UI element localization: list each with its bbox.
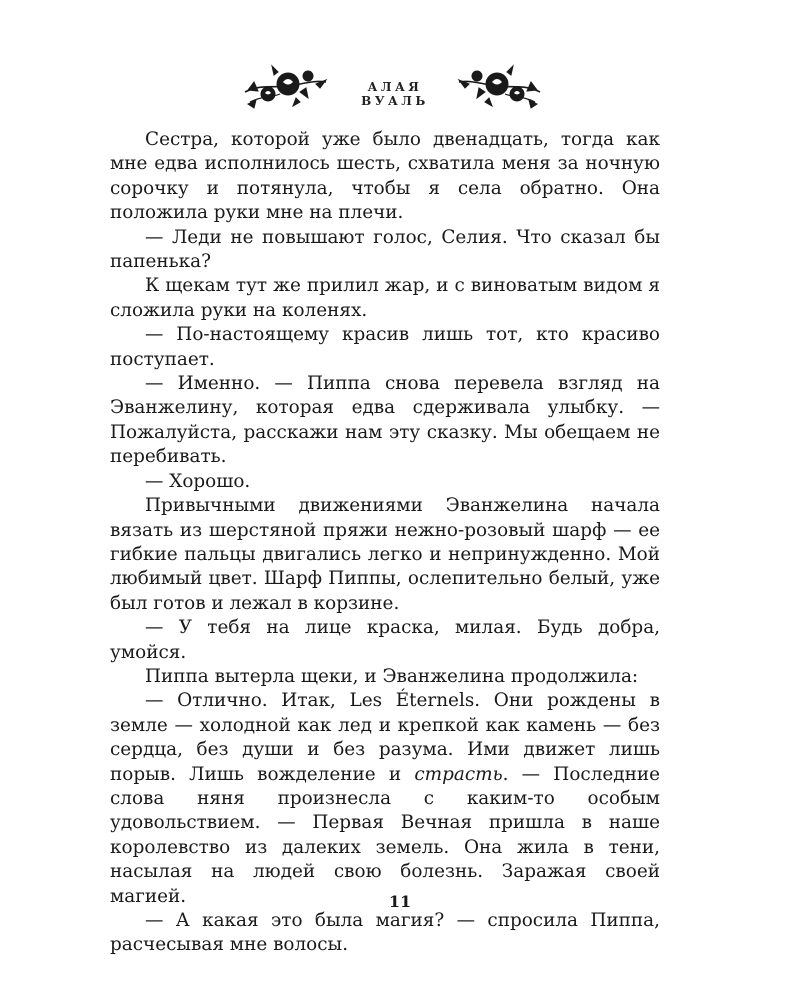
paragraph-text: . — Последние слова няня произнесла с каким-то особым удовольствием. — Первая Вечная пришла в наше королевство из далеких земель. Она жила в тени, насылая на людей свою болезнь. Заражая своей магией. [110, 763, 660, 907]
paragraph: — Хорошо. [145, 470, 251, 492]
paragraph: — У тебя на лице краска, милая. Будь добра, умойся. [110, 617, 660, 663]
paragraph-text: — Отлично. Итак, Les Éternels. Они рождены в земле — холодной как лед и крепкой как камень — без сердца, без души и без разума. Ими движет лишь порыв. Лишь вожделение и [110, 690, 660, 785]
paragraph: — По-настоящему красив лишь тот, кто красиво поступает. [110, 324, 660, 370]
paragraph: — А какая это была магия? — спросила Пиппа, расчесывая мне волосы. [110, 910, 660, 956]
body-text [110, 128, 660, 958]
rose-ornament-icon [455, 62, 545, 110]
paragraph: Сестра, которой уже было двенадцать, тогда как мне едва исполнилось шесть, схватила меня за ночную сорочку и потянула, чтобы я села обратно. Она положила руки мне на плечи. [110, 129, 660, 224]
paragraph: Привычными движениями Эванжелина начала вязать из шерстяной пряжи нежно-розовый шарф — ее гибкие пальцы двигались легко и непринужденно. Мой любимый цвет. Шарф Пиппы, ослепительно белый, уже был готов и лежал в корзине. [110, 495, 660, 614]
paragraph: — Именно. — Пиппа снова перевела взгляд на Эванжелину, которая едва сдерживала улыбку. — Пожалуйста, расскажи нам эту сказку. Мы обещаем не перебивать. [110, 373, 660, 468]
running-header [0, 62, 800, 112]
running-header-author: АЛАЯ ВУАЛЬ [361, 80, 429, 108]
paragraph: К щекам тут же прилил жар, и с виноватым видом я сложила руки на коленях. [110, 275, 660, 321]
paragraph: — Леди не повышают голос, Селия. Что сказал бы папенька? [110, 226, 660, 273]
page-number: 11 [388, 892, 412, 911]
paragraph [110, 689, 660, 909]
rose-ornament-icon [240, 62, 330, 110]
italic-text: страсть [414, 763, 503, 785]
paragraph: Пиппа вытерла щеки, и Эванжелина продолжила: [145, 665, 639, 687]
